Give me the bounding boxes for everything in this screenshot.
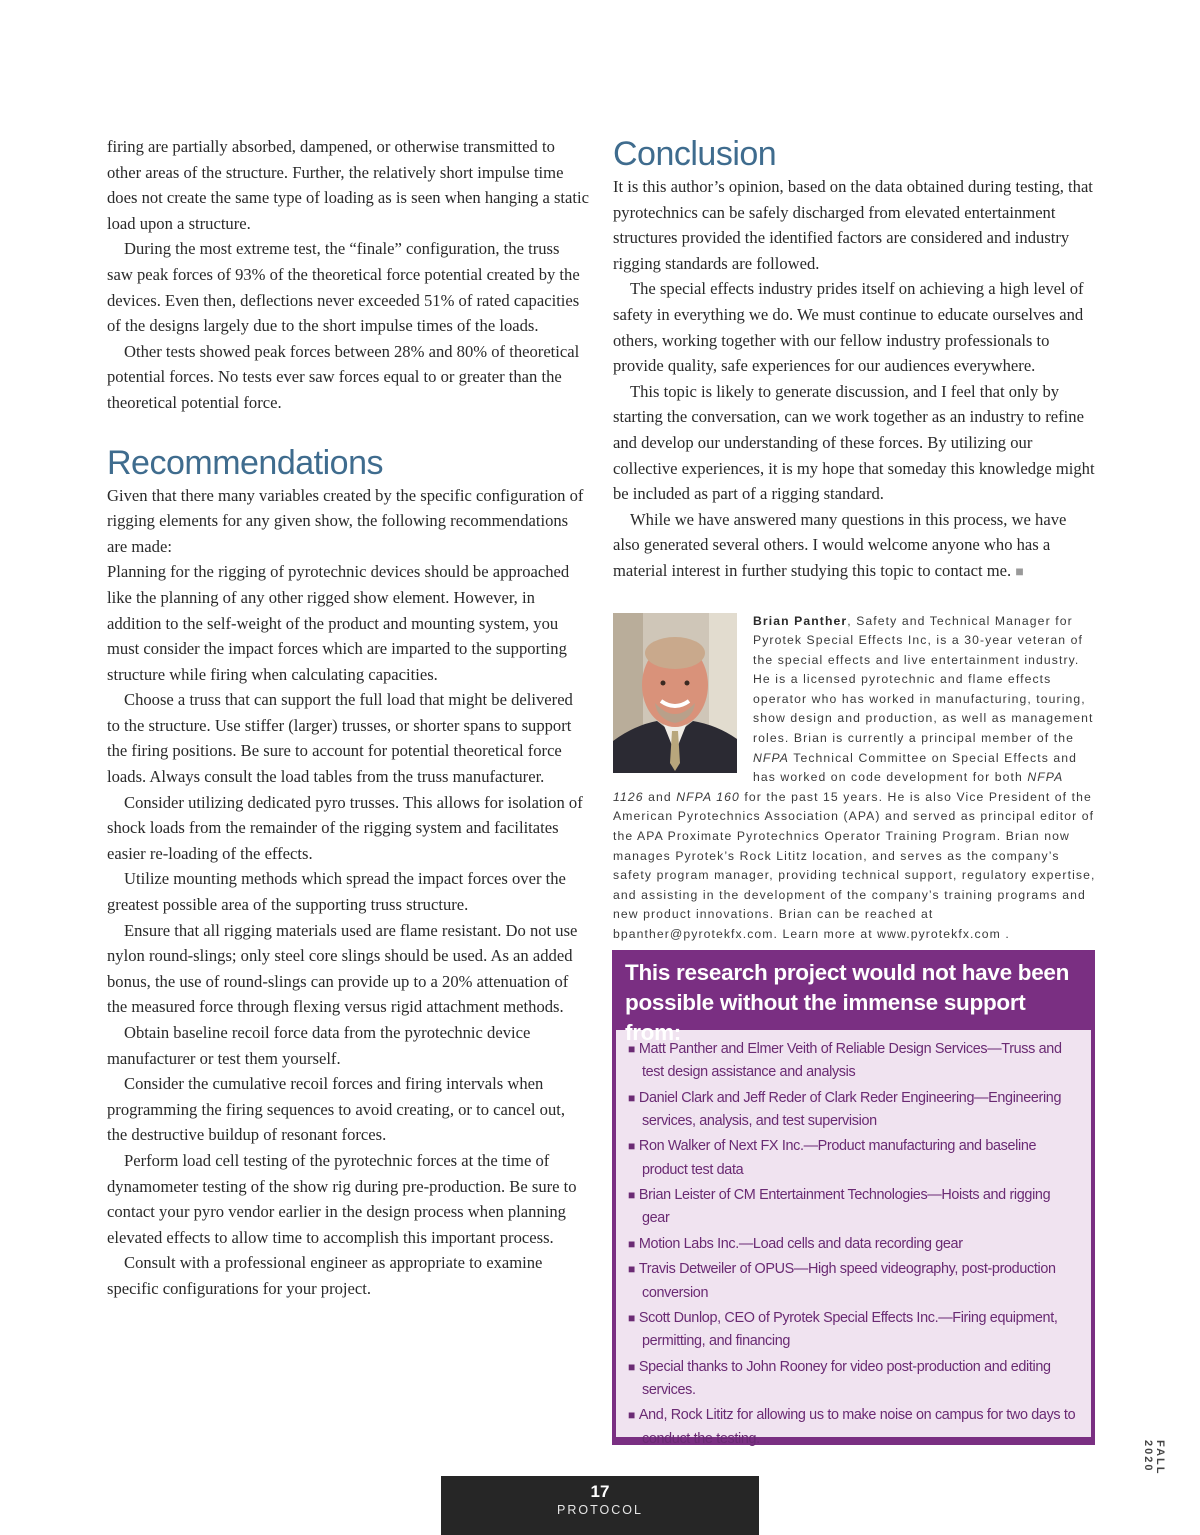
list-item-text: Ron Walker of Next FX Inc.—Product manufacturing and baseline product test data xyxy=(638,1138,1037,1178)
list-item xyxy=(628,1087,1079,1133)
paragraph: It is this author’s opinion, based on the data obtained during testing, that pyrotechnics can be safely discharged from elevated entertainment structures provided the identified factors are considered and industry rigging standards are followed. xyxy=(613,177,1093,273)
bullet-icon: ■ xyxy=(628,1090,635,1105)
list-item xyxy=(628,1356,1079,1402)
author-photo xyxy=(613,613,737,773)
list-item xyxy=(628,1233,1079,1256)
list-item xyxy=(628,1404,1079,1450)
conclusion-heading: Conclusion xyxy=(613,135,777,173)
page-footer xyxy=(441,1476,759,1535)
paragraph: The special effects industry prides itself on achieving a high level of safety in everything we do. We must continue to educate ourselves and others, working together with our fellow industry professionals to provide quality, safe experiences for our audiences everywhere. xyxy=(613,279,1084,376)
conclusion-section xyxy=(613,134,1096,586)
bullet-icon: ■ xyxy=(628,1262,635,1277)
list-item xyxy=(628,1135,1079,1181)
recommendations-heading: Recommendations xyxy=(107,443,383,482)
paragraph: During the most extreme test, the “finale” configuration, the truss saw peak forces of 93% of the theoretical force potential created by the devices. Even then, deflections never exceeded 51% of rated capacities of the designs largely due to the short impulse times of the loads. xyxy=(107,239,580,336)
paragraph: Planning for the rigging of pyrotechnic devices should be approached like the planning of any other rigged show element. However, in addition to the self-weight of the product and mounting system, you must consider the impact forces which are imparted to the supporting structure while firing when calculating capacities. xyxy=(107,562,570,684)
author-bio xyxy=(613,612,1096,945)
paragraph: Given that there many variables created by the specific configuration of rigging elements for any given show, the following recommendations are made: xyxy=(107,485,584,556)
acknowledgements-heading: This research project would not have been possible without the immense support from: xyxy=(625,960,1070,1045)
list-item-text: Brian Leister of CM Entertainment Technologies—Hoists and rigging gear xyxy=(638,1187,1051,1227)
paragraph: Obtain baseline recoil force data from the pyrotechnic device manufacturer or test them yourself. xyxy=(107,1023,531,1068)
bullet-icon: ■ xyxy=(628,1188,635,1203)
paragraph xyxy=(613,507,1096,586)
list-item xyxy=(628,1307,1079,1353)
publication-name: PROTOCOL xyxy=(557,1503,643,1517)
paragraph: Ensure that all rigging materials used are flame resistant. Do not use nylon round-slings; only steel core slings should be used. As an added bonus, the use of round-slings can provide up to a 20% attenuation of the measured force through flexing versus rigid attachment methods. xyxy=(107,920,578,1017)
issue-season: FALL 2020 xyxy=(1142,1440,1166,1476)
bio-citation: NFPA 1126 xyxy=(613,770,1063,804)
bullet-icon: ■ xyxy=(628,1311,635,1326)
list-item xyxy=(628,1184,1079,1230)
bullet-icon: ■ xyxy=(628,1408,635,1423)
left-column xyxy=(107,134,589,1302)
bullet-icon: ■ xyxy=(628,1042,635,1056)
list-item-text: Special thanks to John Rooney for video post-production and editing services. xyxy=(638,1358,1051,1398)
page-number: 17 xyxy=(590,1482,610,1501)
acknowledgements-body xyxy=(616,1030,1091,1447)
list-item-text: And, Rock Lititz for allowing us to make noise on campus for two days to conduct the testing. xyxy=(638,1407,1076,1447)
bio-text: Technical Committee on Special Effects and has worked on code development for both xyxy=(753,750,1078,785)
author-name: Brian Panther xyxy=(753,613,848,628)
paragraph: Choose a truss that can support the full load that might be delivered to the structure. Use stiffer (larger) trusses, or shorter spans to support the firing positions. Be sure to account for potential theoretical force loads. Always consult the load tables from the truss manufacturer. xyxy=(107,690,573,787)
right-column xyxy=(613,134,1096,945)
list-item-text: Daniel Clark and Jeff Reder of Clark Reder Engineering—Engineering services, analysis, and test supervision xyxy=(638,1089,1062,1129)
spacer xyxy=(107,416,589,443)
paragraph: Consider utilizing dedicated pyro trusses. This allows for isolation of shock loads from the remainder of the rigging system and facilitates easier re-loading of the effects. xyxy=(107,792,583,863)
acknowledgements-list xyxy=(628,1038,1079,1451)
bullet-icon: ■ xyxy=(628,1359,635,1374)
paragraph: firing are partially absorbed, dampened, or otherwise transmitted to other areas of the structure. Further, the relatively short impulse time does not create the same type of loading as is seen when hanging a static load upon a structure. xyxy=(107,137,589,233)
bio-text: for the past 15 years. He is also Vice President of the American Pyrotechnics Association (APA) and served as principal editor of the APA Proximate Pyrotechnics Operator Training Program. Brian now manages Pyrotek’s Rock Lititz location, and serves as the company’s safety program manager, providing technical support, regulatory expertise, and assisting in the development of the company’s training programs and new product innovations. Brian can be reached at bpanther@pyrotekfx.com. Learn more at www.pyrotekfx.com . xyxy=(613,789,1096,941)
author-portrait-image xyxy=(613,613,737,773)
list-item-text: Scott Dunlop, CEO of Pyrotek Special Effects Inc.—Firing equipment, permitting, and financing xyxy=(638,1310,1058,1350)
bio-citation: NFPA 160 xyxy=(676,789,740,804)
paragraph: Consider the cumulative recoil forces and firing intervals when programming the firing sequences to avoid creating, or to cancel out, the destructive buildup of resonant forces. xyxy=(107,1074,566,1145)
paragraph-text: While we have answered many questions in this process, we have also generated several others. I would welcome anyone who has a material interest in further studying this topic to contact me. xyxy=(613,509,1067,580)
paragraph: This topic is likely to generate discussion, and I feel that only by starting the conversation, can we work together as an industry to refine and develop our understanding of these forces. By utilizing our collective experiences, it is my hope that someday this knowledge might be included as part of a rigging standard. xyxy=(613,381,1095,504)
list-item-text: Travis Detweiler of OPUS—High speed videography, post-production conversion xyxy=(638,1261,1056,1301)
bullet-icon: ■ xyxy=(628,1139,635,1154)
bio-text: and xyxy=(643,789,677,804)
paragraph: Utilize mounting methods which spread the impact forces over the greatest possible area of the supporting truss structure. xyxy=(107,869,566,915)
list-item xyxy=(628,1258,1079,1304)
bullet-icon: ■ xyxy=(628,1236,635,1251)
list-item-text: Motion Labs Inc.—Load cells and data recording gear xyxy=(638,1235,963,1252)
paragraph: Consult with a professional engineer as appropriate to examine specific configurations for your project. xyxy=(107,1253,543,1298)
paragraph: Other tests showed peak forces between 28% and 80% of theoretical potential forces. No tests ever saw forces equal to or greater than the theoretical potential force. xyxy=(107,341,580,412)
acknowledgements-box xyxy=(612,950,1095,1445)
bio-text: , Safety and Technical Manager for Pyrotek Special Effects Inc, is a 30-year veteran of the special effects and live entertainment industry. He is a licensed pyrotechnic and flame effects operator who has worked in manufacturing, touring, show design and production, as well as management roles. Brian is currently a principal member of the xyxy=(753,613,1094,746)
list-item-text: Matt Panther and Elmer Veith of Reliable Design Services—Truss and test design assistance and analysis xyxy=(638,1041,1062,1081)
paragraph: Perform load cell testing of the pyrotechnic forces at the time of dynamometer testing of the show rig during pre-production. Be sure to contact your pyro vendor earlier in the design process when planning elevated effects to allow time to accomplish this important process. xyxy=(107,1150,577,1247)
end-mark-icon: ■ xyxy=(1015,564,1024,580)
list-item xyxy=(628,1038,1079,1084)
bio-citation: NFPA xyxy=(753,750,789,765)
